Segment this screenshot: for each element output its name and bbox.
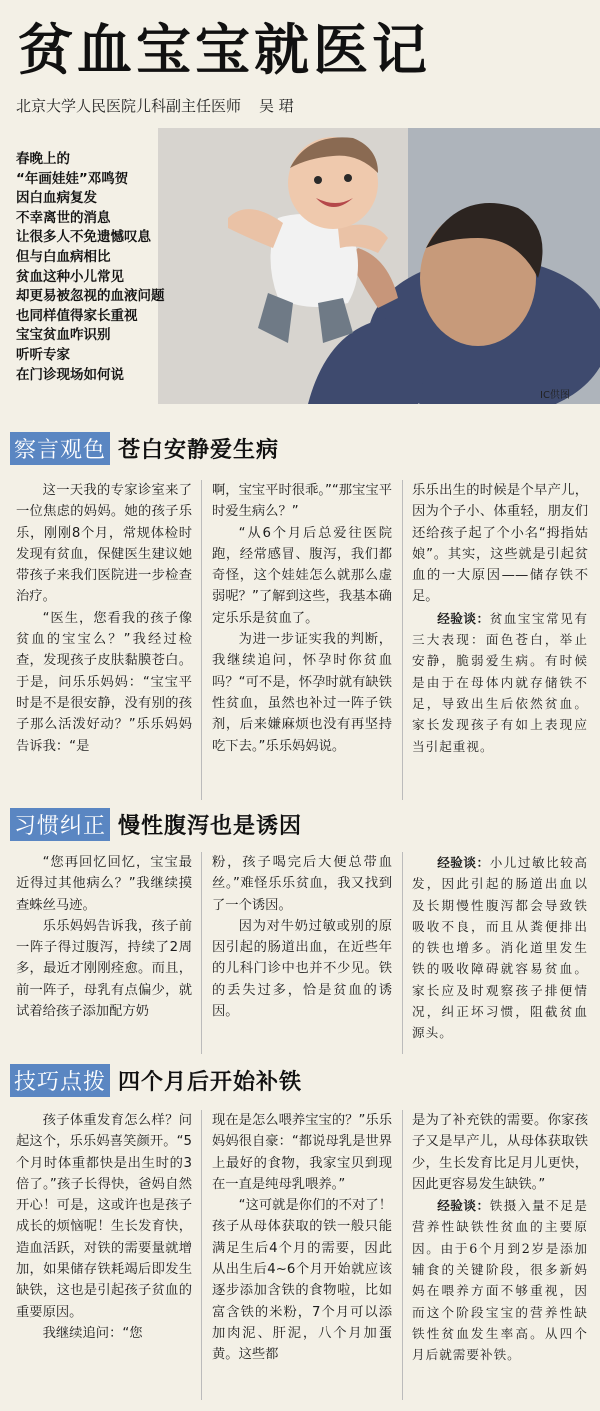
section-header-2 [10,808,302,842]
section-3-column-2 [212,1110,392,1366]
lead-line: 贫血这种小儿常见 [16,268,124,285]
column-divider [201,480,202,800]
column-divider [402,480,403,800]
section-2-column-2 [212,852,392,1022]
paragraph: 我继续追问：“您 [42,1325,143,1341]
paragraph: 是为了补充铁的需要。你家孩子又是早产儿，从母体获取铁少，生长发育比足月儿更快，因此更容易发生缺铁。” [412,1113,588,1192]
note-label: 经验谈： [437,610,490,626]
baby-photo-illustration [158,128,600,404]
section-title: 慢性腹泻也是诱因 [118,813,303,839]
experience-note [412,608,588,757]
section-3-column-1 [16,1110,192,1344]
column-divider [402,852,403,1054]
column-divider [201,852,202,1054]
lead-line: 却更易被忽视的血液问题 [16,288,165,305]
section-tag: 察言观色 [10,432,110,465]
paragraph: 现在是怎么喂养宝宝的？”乐乐妈妈很自豪：“都说母乳是世界上最好的食物，我家宝贝到现在一直是纯母乳喂养。” [212,1113,392,1192]
lead-line: 春晚上的 [16,151,70,167]
experience-note [412,1195,588,1365]
note-label: 经验谈： [437,855,490,870]
section-3-column-3 [412,1110,588,1366]
section-header-3 [10,1064,302,1098]
section-header-1 [10,432,279,466]
paragraph: “从6个月后总爱往医院跑，经常感冒、腹泻，我们都奇怪，这个娃娃怎么就那么虚弱呢？”了解到这些，我基本确定乐乐是贫血了。 [212,525,392,626]
paragraph: 乐乐妈妈告诉我，孩子前一阵子得过腹泻，持续了2周多，最近才刚刚痊愈。而且，前一阵子，母乳有点偏少，就试着给孩子添加配方奶 [16,918,192,1020]
paragraph: 为进一步证实我的判断，我继续追问，怀孕时你贫血吗？“可不是，怀孕时就有缺铁性贫血，虽然也补过一阵子铁剂，后来嫌麻烦也没有再坚持吃下去。”乐乐妈妈说。 [212,632,392,754]
lead-line: 宝宝贫血咋识别 [16,327,111,344]
paragraph: 这一天我的专家诊室来了一位焦虑的妈妈。她的孩子乐乐，刚刚8个月，常规体检时发现有贫血，保健医生建议她带孩子来我们医院进一步检查治疗。 [16,483,192,605]
lead-line: 也同样值得家长重视 [16,307,138,324]
baby-photo [158,128,600,404]
lead-summary [16,150,196,385]
lead-line: “年画娃娃”邓鸣贺 [16,170,129,187]
section-2-column-3 [412,852,588,1044]
section-tag: 技巧点拨 [10,1064,110,1097]
byline [16,95,294,116]
paragraph: 乐乐出生的时候是个早产儿，因为个子小、体重轻，朋友们还给孩子起了个小名“拇指姑娘”。其实，这些就是引起贫血的一大原因——储存铁不足。 [412,483,588,605]
article-title: 贫血宝宝就医记 [18,17,432,82]
paragraph: “您再回忆回忆，宝宝最近得过其他病么？”我继续摸查蛛丝马迹。 [16,855,192,913]
paragraph: “医生，您看我的孩子像贫血的宝宝么？”我经过检查，发现孩子皮肤黏膜苍白。于是，问乐乐妈妈：“宝宝平时是不是很安静，没有别的孩子那么活泼好动？”乐乐妈妈告诉我：“是 [16,610,192,754]
column-divider [402,1110,403,1400]
paragraph: “这可就是你们的不对了！孩子从母体获取的铁一般只能满足生后4个月的需要，因此从出生后4~6个月开始就应该逐步添加含铁的食物啦，比如富含铁的米粉，7个月可以添加肉泥、肝泥，八个月加蛋黄。这些都 [212,1198,392,1363]
note-text: 铁摄入量不足是营养性缺铁性贫血的主要原因。由于6个月到2岁是添加辅食的关键阶段，很多新妈妈在喂养方面不够重视，因而这个阶段宝宝的营养性缺铁性贫血发生率高。从四个月后就需要补铁。 [412,1198,589,1363]
author-name: 吴 珺 [259,97,294,115]
lead-line: 听听专家 [16,346,70,363]
note-label: 经验谈： [437,1198,490,1214]
section-1-column-3 [412,480,588,757]
lead-line: 在门诊现场如何说 [16,366,124,383]
author-affiliation: 北京大学人民医院儿科副主任医师 [16,97,242,115]
section-title: 四个月后开始补铁 [118,1069,303,1095]
paragraph: 粉，孩子喝完后大便总带血丝。”难怪乐乐贫血，我又找到了一个诱因。 [212,855,392,913]
column-divider [201,1110,202,1400]
section-title: 苍白安静爱生病 [118,437,280,463]
photo-credit: IC供图 [540,390,570,401]
paragraph: 孩子体重发育怎么样？问起这个，乐乐妈喜笑颜开。“5个月时体重都快是出生时的3倍了。”孩子长得快，爸妈自然开心！可是，这或许也是孩子成长的烦恼呢！生长发育快，造血活跃，对铁的需要量就增加，如果储存铁耗竭后即发生缺铁，这也是引起孩子贫血的重要原因。 [16,1113,192,1320]
lead-line: 让很多人不免遗憾叹息 [16,229,151,246]
lead-line: 不幸离世的消息 [16,209,111,226]
experience-note [412,852,588,1044]
section-tag: 习惯纠正 [10,808,110,841]
paragraph: 因为对牛奶过敏或别的原因引起的肠道出血，在近些年的儿科门诊中也并不少见。铁的丢失过多，恰是贫血的诱因。 [212,918,392,1020]
paragraph: 啊，宝宝平时很乖。”“那宝宝平时爱生病么？” [212,483,392,520]
note-text: 小儿过敏比较高发，因此引起的肠道出血以及长期慢性腹泻都会导致铁吸收不良，而且从粪便排出的铁也增多。消化道里发生铁的吸收障碍就容易贫血。家长应及时观察孩子排便情况，纠正坏习惯，阻截贫血源头。 [412,855,589,1041]
section-1-column-1 [16,480,192,757]
note-text: 贫血宝宝常见有三大表现：面色苍白，举止安静，脆弱爱生病。有时候是由于在母体内就存储铁不足，导致出生后依然贫血。家长发现孩子有如上表现应当引起重视。 [412,610,589,754]
lead-line: 因白血病复发 [16,190,97,207]
section-1-column-2 [212,480,392,757]
section-2-column-1 [16,852,192,1022]
lead-line: 但与白血病相比 [16,248,111,265]
